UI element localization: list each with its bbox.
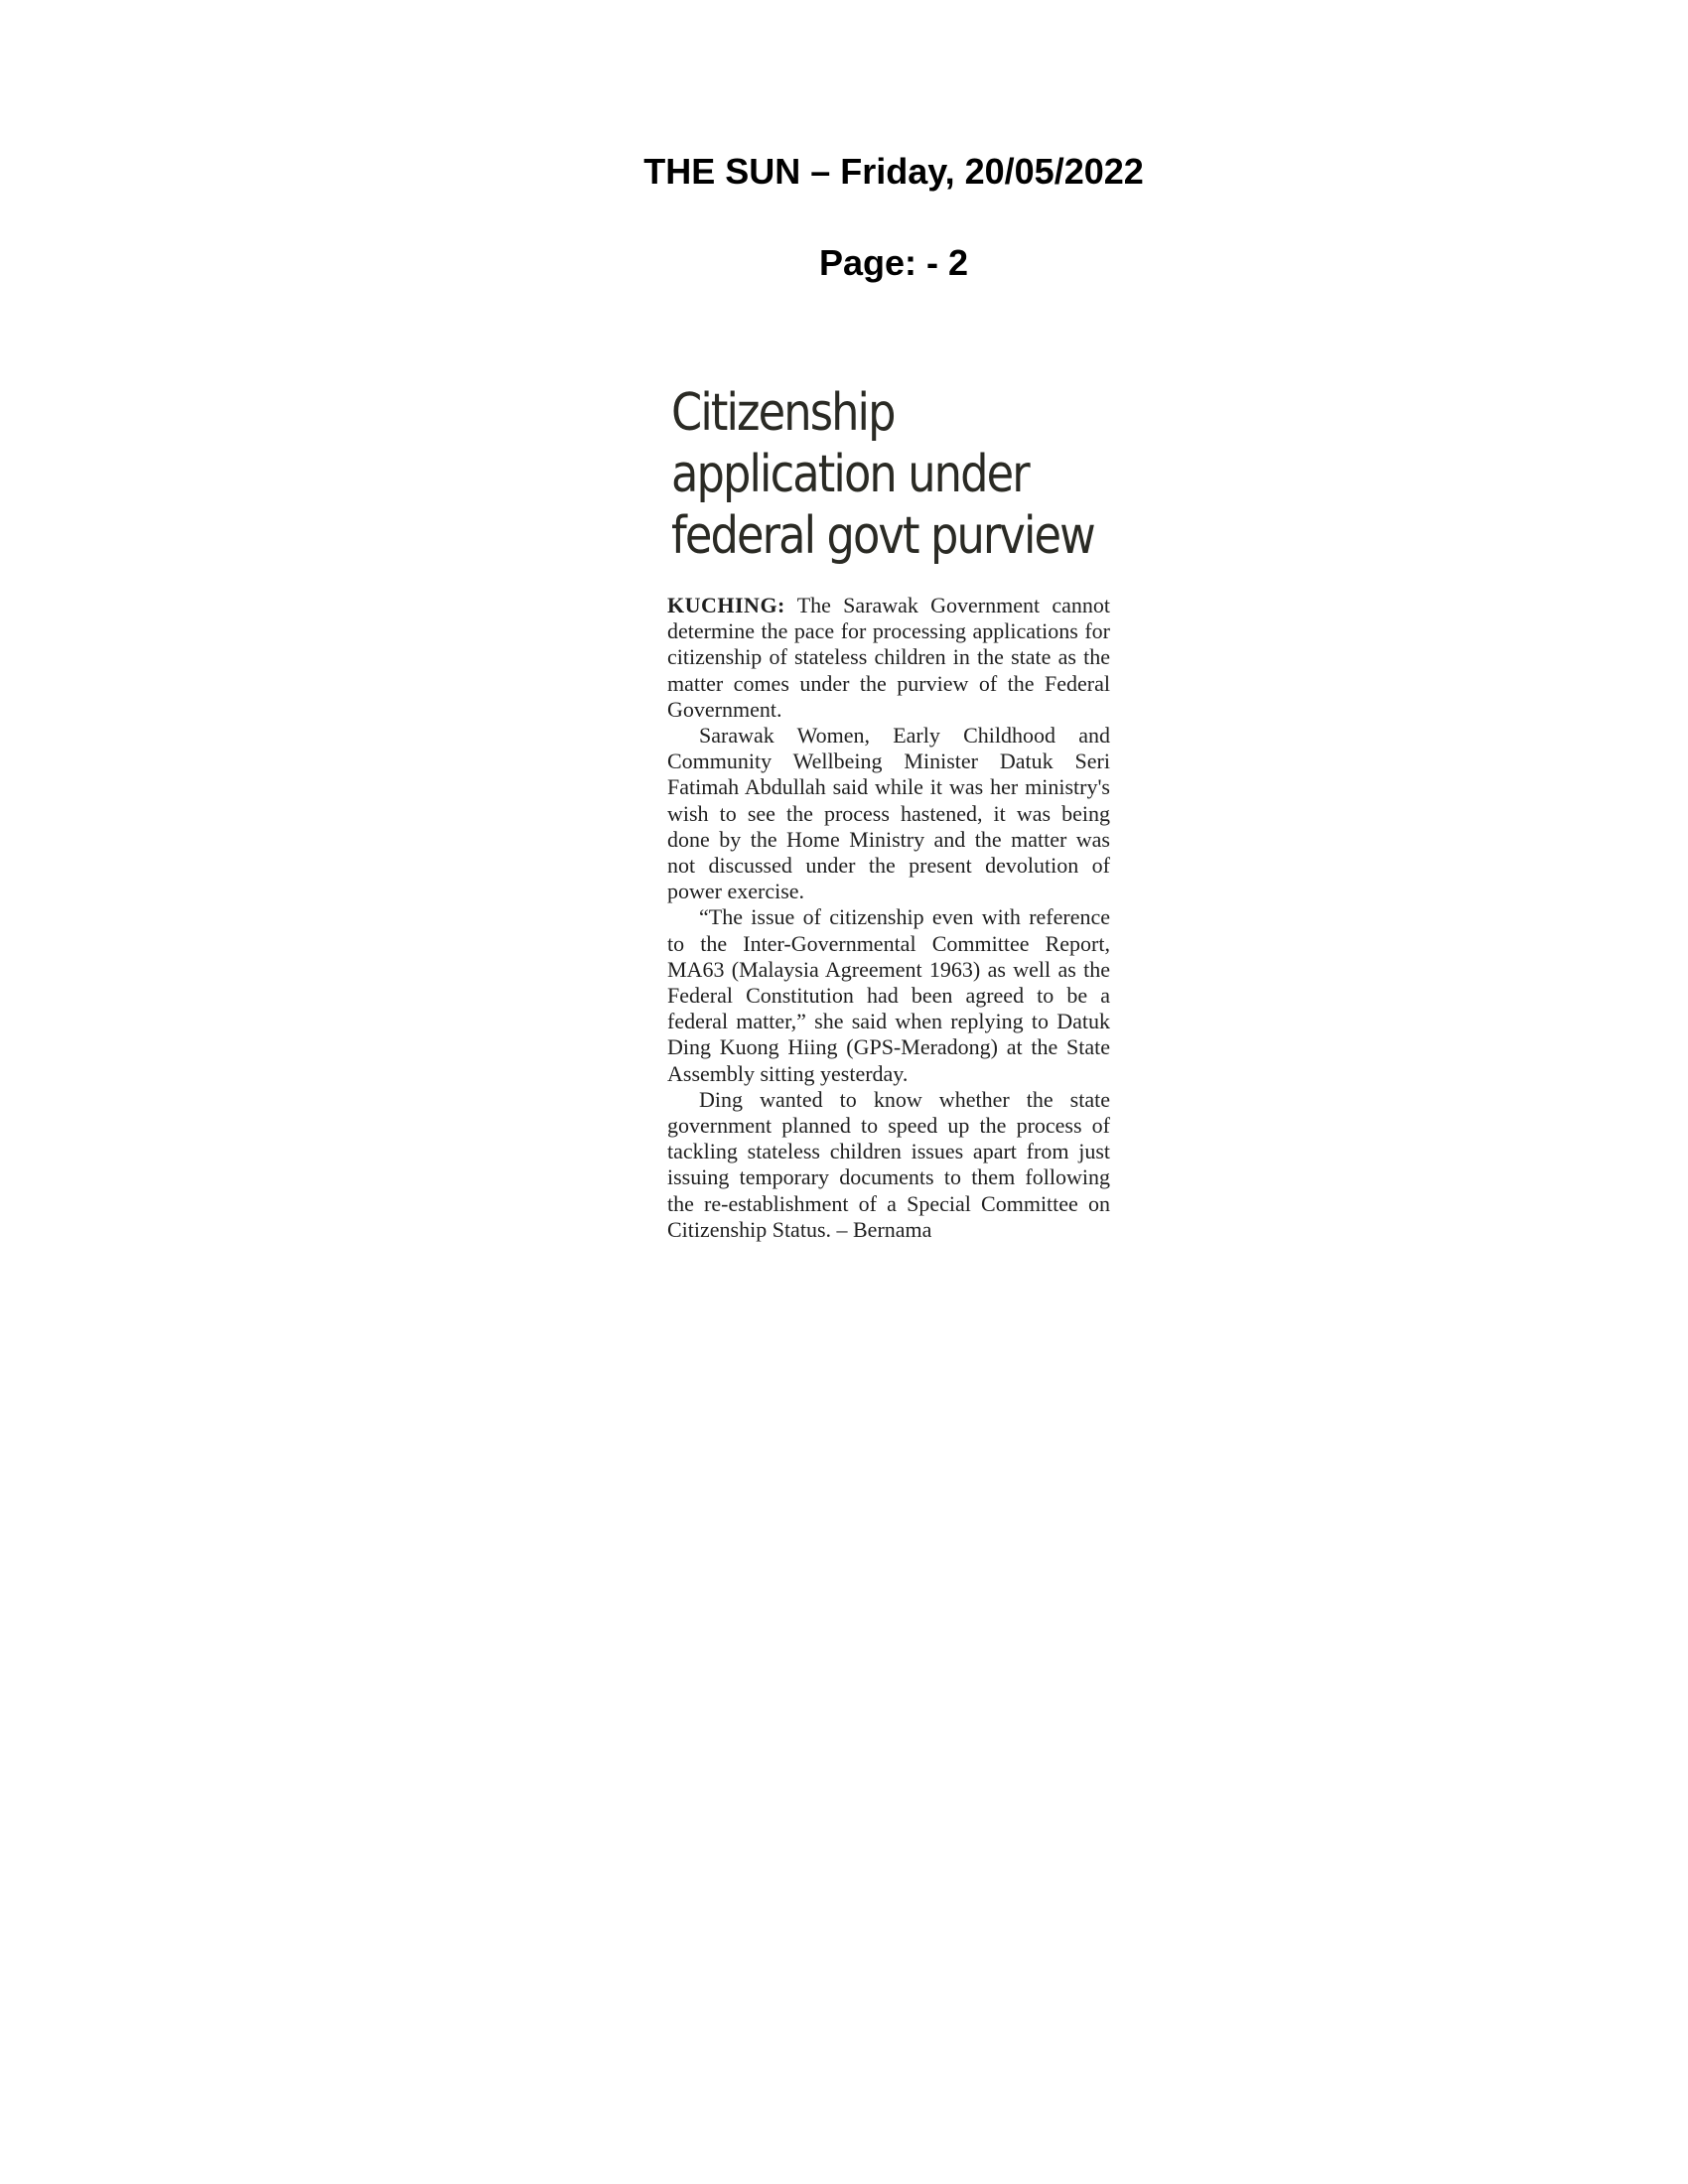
article-paragraph-2: Sarawak Women, Early Childhood and Community Wellbeing Minister Datuk Seri Fatimah Abdullah said while it was her ministry's wish to see the process hastened, it was being done by the Home Ministry and the matter was not discussed under the present devolution of power exercise. — [667, 723, 1110, 904]
article-dateline: KUCHING: — [667, 593, 785, 617]
newspaper-clipping — [667, 382, 1110, 1243]
page-number-line: Page: - 2 — [818, 242, 969, 283]
article-paragraph-1 — [667, 593, 1110, 723]
article-headline: Citizenship application under federal govt purview — [671, 383, 1094, 566]
article-paragraph-1-text: The Sarawak Government cannot determine the pace for processing applications for citizenship of stateless children in the state as the matter comes under the purview of the Federal Government. — [667, 593, 1110, 722]
article-paragraph-4: Ding wanted to know whether the state government planned to speed up the process of tackling stateless children issues apart from just issuing temporary documents to them following the re-establishment of a Special Committee on Citizenship Status. – Bernama — [667, 1086, 1110, 1242]
publication-date-line: THE SUN – Friday, 20/05/2022 — [643, 151, 1144, 192]
article-paragraph-3: “The issue of citizenship even with reference to the Inter-Governmental Committee Report, MA63 (Malaysia Agreement 1963) as well as the Federal Constitution had been agreed to be a federal matter,” she said when replying to Datuk Ding Kuong Hiing (GPS-Meradong) at the State Assembly sitting yesterday. — [667, 904, 1110, 1086]
article-body — [667, 593, 1110, 1243]
